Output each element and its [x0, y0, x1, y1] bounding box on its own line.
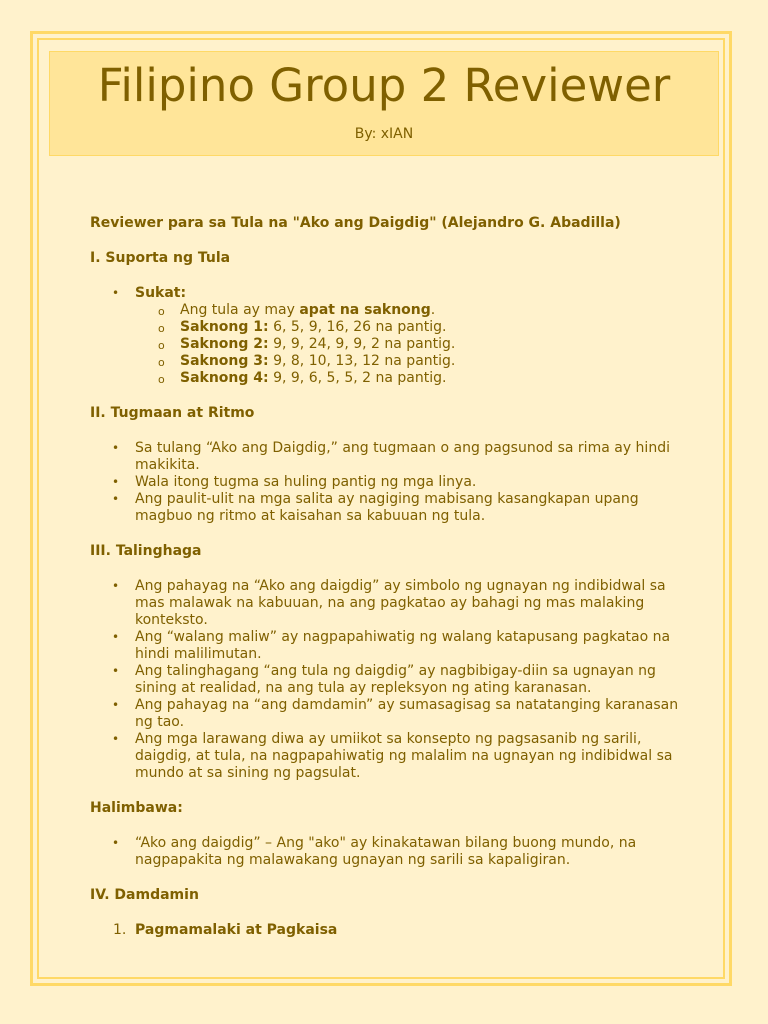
list-item: • Ang “walang maliw” ay nagpapahiwatig ng walang katapusang pagkatao na hindi malilimutan.	[135, 629, 690, 663]
list-item: • Ang talinghagang “ang tula ng daigdig” ay nagbibigay-diin sa ugnayan ng sining at realidad, na ang tula ay repleksyon ng ating karanasan.	[135, 663, 690, 697]
section-heading-damdamin: IV. Damdamin	[90, 887, 199, 903]
list-item: • “Ako ang daigdig” – Ang "ako" ay kinakatawan bilang buong mundo, na nagpapakita ng malawakang ugnayan ng sarili sa kapaligiran.	[135, 835, 690, 869]
list-item: • Ang pahayag na “Ako ang daigdig” ay simbolo ng ugnayan ng indibidwal sa mas malawak na kabuuan, na ang pagkatao ay bahagi ng mas malaking konteksto.	[135, 578, 690, 629]
author-byline: By: xIAN	[354, 126, 414, 142]
sukat-label: Sukat:	[135, 285, 187, 301]
list-item: • Ang pahayag na “ang damdamin” ay sumasagisag sa natatanging karanasan ng tao.	[135, 697, 690, 731]
talinghaga-list	[90, 578, 690, 782]
list-item: • Wala itong tugma sa huling pantig ng mga linya.	[135, 474, 690, 491]
list-item: o Saknong 1: 6, 5, 9, 16, 26 na pantig.	[180, 319, 690, 336]
section-heading-halimbawa: Halimbawa:	[90, 800, 183, 816]
list-item: • Ang paulit-ulit na mga salita ay nagiging mabisang kasangkapan upang magbuo ng ritmo at kaisahan sa kabuuan ng tula.	[135, 491, 690, 525]
document-title: Filipino Group 2 Reviewer	[97, 59, 671, 112]
intro-heading: Reviewer para sa Tula na "Ako ang Daigdig" (Alejandro G. Abadilla)	[90, 215, 621, 231]
section-heading-suporta: I. Suporta ng Tula	[90, 250, 231, 266]
sukat-sublist	[135, 302, 690, 387]
list-item: o Ang tula ay may apat na saknong.	[180, 302, 690, 319]
list-item: 1. Pagmamalaki at Pagkaisa	[113, 922, 338, 938]
list-item: o Saknong 4: 9, 9, 6, 5, 5, 2 na pantig.	[180, 370, 690, 387]
list-item	[135, 285, 690, 387]
halimbawa-list	[90, 835, 690, 869]
list-item: o Saknong 3: 9, 8, 10, 13, 12 na pantig.	[180, 353, 690, 370]
list-item: • Sa tulang “Ako ang Daigdig,” ang tugmaan o ang pagsunod sa rima ay hindi makikita.	[135, 440, 690, 474]
section-heading-talinghaga: III. Talinghaga	[90, 543, 202, 559]
list-number: 1.	[113, 922, 127, 938]
suporta-list	[90, 285, 690, 387]
list-item: o Saknong 2: 9, 9, 24, 9, 9, 2 na pantig.	[180, 336, 690, 353]
document-body	[90, 215, 690, 939]
tugmaan-list	[90, 440, 690, 525]
title-banner	[49, 51, 719, 156]
damdamin-list	[90, 922, 690, 939]
list-item: • Ang mga larawang diwa ay umiikot sa konsepto ng pagsasanib ng sarili, daigdig, at tula, na nagpapahiwatig ng malalim na ugnayan ng indibidwal sa mundo at sa sining ng pagsulat.	[135, 731, 690, 782]
section-heading-tugmaan: II. Tugmaan at Ritmo	[90, 405, 255, 421]
